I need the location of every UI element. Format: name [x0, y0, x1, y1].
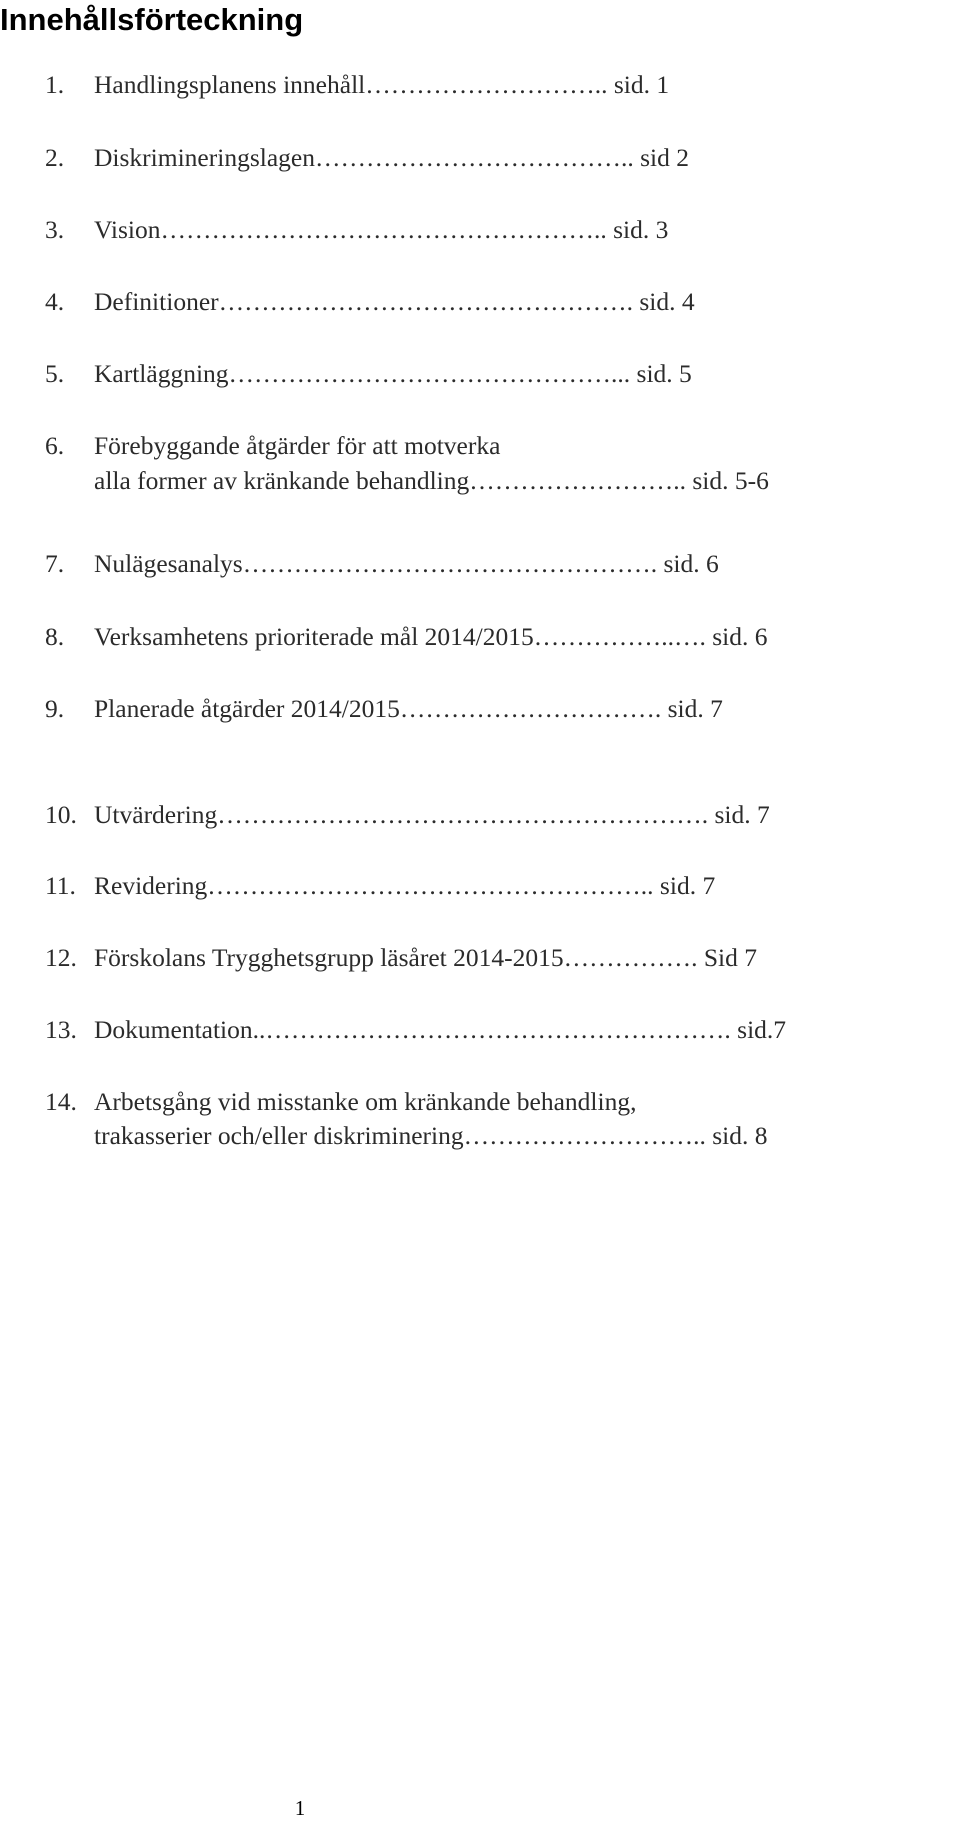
toc-entry-text: Verksamhetens prioriterade mål 2014/2015……………..…. sid. 6 — [94, 622, 768, 651]
toc-entry-text: Diskrimineringslagen……………………………….. sid 2 — [94, 143, 689, 172]
toc-entry-number: 10. — [45, 800, 77, 829]
toc-entry-text: Utvärdering…………………………………………………. sid. 7 — [94, 800, 770, 829]
toc-entry-text: Förskolans Trygghetsgrupp läsåret 2014-2015……………. Sid 7 — [94, 943, 757, 972]
page-title: Innehållsförteckning — [0, 2, 304, 37]
toc-entry-text: Arbetsgång vid misstanke om kränkande behandling, — [94, 1087, 637, 1116]
toc-entry-number: 6. — [45, 431, 65, 460]
toc-entry-text: Definitioner…………………………………………. sid. 4 — [94, 287, 695, 316]
page-number: 1 — [294, 1796, 306, 1820]
toc-entry-number: 3. — [45, 215, 65, 244]
toc-entry-text: Förebyggande åtgärder för att motverka — [94, 431, 501, 460]
toc-entry-text: trakasserier och/eller diskriminering……………………….. sid. 8 — [94, 1121, 768, 1150]
toc-entry-text: alla former av kränkande behandling…………………….. sid. 5-6 — [94, 466, 769, 495]
toc-entry-number: 5. — [45, 359, 65, 388]
toc-entry-number: 8. — [45, 622, 65, 651]
toc-entry-text: Kartläggning………………………………………... sid. 5 — [94, 359, 692, 388]
toc-entry-number: 4. — [45, 287, 65, 316]
toc-entry-text: Vision…………………………………………….. sid. 3 — [94, 215, 669, 244]
toc-entry-number: 9. — [45, 694, 65, 723]
toc-entry-text: Dokumentation..………………………………………………. sid.7 — [94, 1015, 787, 1044]
toc-entry-number: 2. — [45, 143, 65, 172]
toc-entry-number: 12. — [45, 943, 77, 972]
toc-entry-text: Planerade åtgärder 2014/2015…………………………. sid. 7 — [94, 694, 723, 723]
toc-entry-number: 11. — [45, 871, 76, 900]
toc-entry-number: 7. — [45, 549, 65, 578]
toc-entry-text: Handlingsplanens innehåll……………………….. sid. 1 — [94, 70, 670, 99]
toc-entry-number: 14. — [45, 1087, 77, 1116]
toc-entry-number: 13. — [45, 1015, 77, 1044]
toc-entry-number: 1. — [45, 70, 65, 99]
toc-entry-text: Nulägesanalys…………………………………………. sid. 6 — [94, 549, 719, 578]
toc-entry-text: Revidering…………………………………………….. sid. 7 — [94, 871, 716, 900]
